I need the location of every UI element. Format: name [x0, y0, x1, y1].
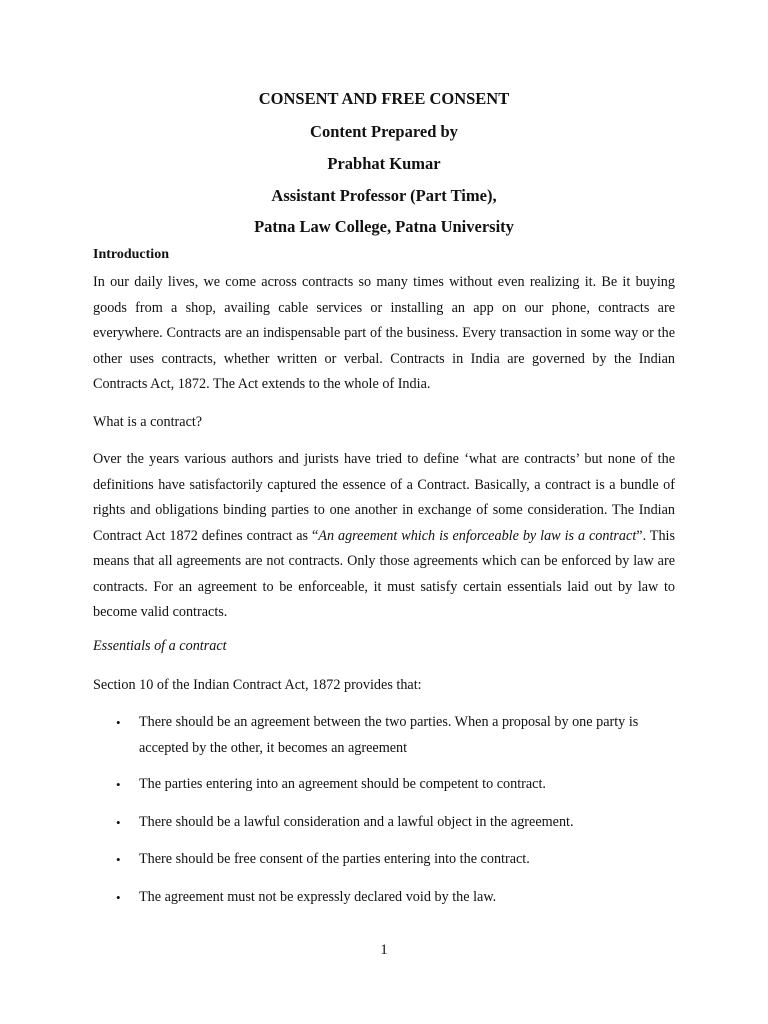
bullet-icon: • — [116, 777, 121, 792]
author-designation: Assistant Professor (Part Time), — [271, 186, 497, 205]
list-item-text: The agreement must not be expressly declared void by the law. — [139, 889, 497, 905]
bullet-icon: • — [116, 715, 121, 730]
bullet-icon: • — [116, 815, 121, 830]
bullet-icon: • — [116, 852, 121, 867]
essentials-intro: Section 10 of the Indian Contract Act, 1872 provides that: — [93, 677, 422, 693]
document-title: CONSENT AND FREE CONSENT — [258, 89, 510, 108]
bullet-icon: • — [116, 890, 121, 905]
essentials-heading: Essentials of a contract — [93, 638, 227, 654]
contract-definition-paragraph — [93, 447, 675, 626]
list-item-text: There should be free consent of the parties entering into the contract. — [139, 851, 530, 867]
list-item-text: The parties entering into an agreement should be competent to contract. — [139, 776, 546, 792]
definition-para-start: Over the years various authors and jurists have tried to define ‘what are contracts’ but none of the definitions have satisfactorily captured the essence of a Contract. Basically, a contract is a bundle of rights and obligations binding parties to one another in exchange of some consideration. The Indian Contract Act 1872 defines contract as “ — [93, 451, 675, 544]
contract-definition-quote: An agreement which is enforceable by law is a contract — [318, 527, 637, 544]
introduction-paragraph: In our daily lives, we come across contracts so many times without even realizing it. Be it buying goods from a shop, availing cable services or installing an app on our phone, contracts are everywhere. Contracts are an indispensable part of the business. Every transaction in some way or the other uses contracts, whether written or verbal. Contracts in India are governed by the Indian Contracts Act, 1872. The Act extends to the whole of India. — [93, 274, 675, 392]
prepared-by-label: Content Prepared by — [310, 122, 458, 141]
page-number: 1 — [380, 942, 388, 958]
author-institution: Patna Law College, Patna University — [254, 217, 514, 236]
list-item-text: There should be a lawful consideration and a lawful object in the agreement. — [139, 814, 574, 830]
list-item-text: There should be an agreement between the two parties. When a proposal by one party is accepted by the other, it becomes an agreement — [139, 714, 639, 756]
author-name: Prabhat Kumar — [327, 154, 441, 173]
introduction-heading: Introduction — [93, 247, 169, 262]
definition-para-end: ”. This means that all agreements are not contracts. Only those agreements which can be enforced by law are contracts. For an agreement to be enforceable, it must satisfy certain essentials laid out by law to become valid contracts. — [93, 527, 676, 620]
what-is-contract-question: What is a contract? — [93, 414, 203, 430]
